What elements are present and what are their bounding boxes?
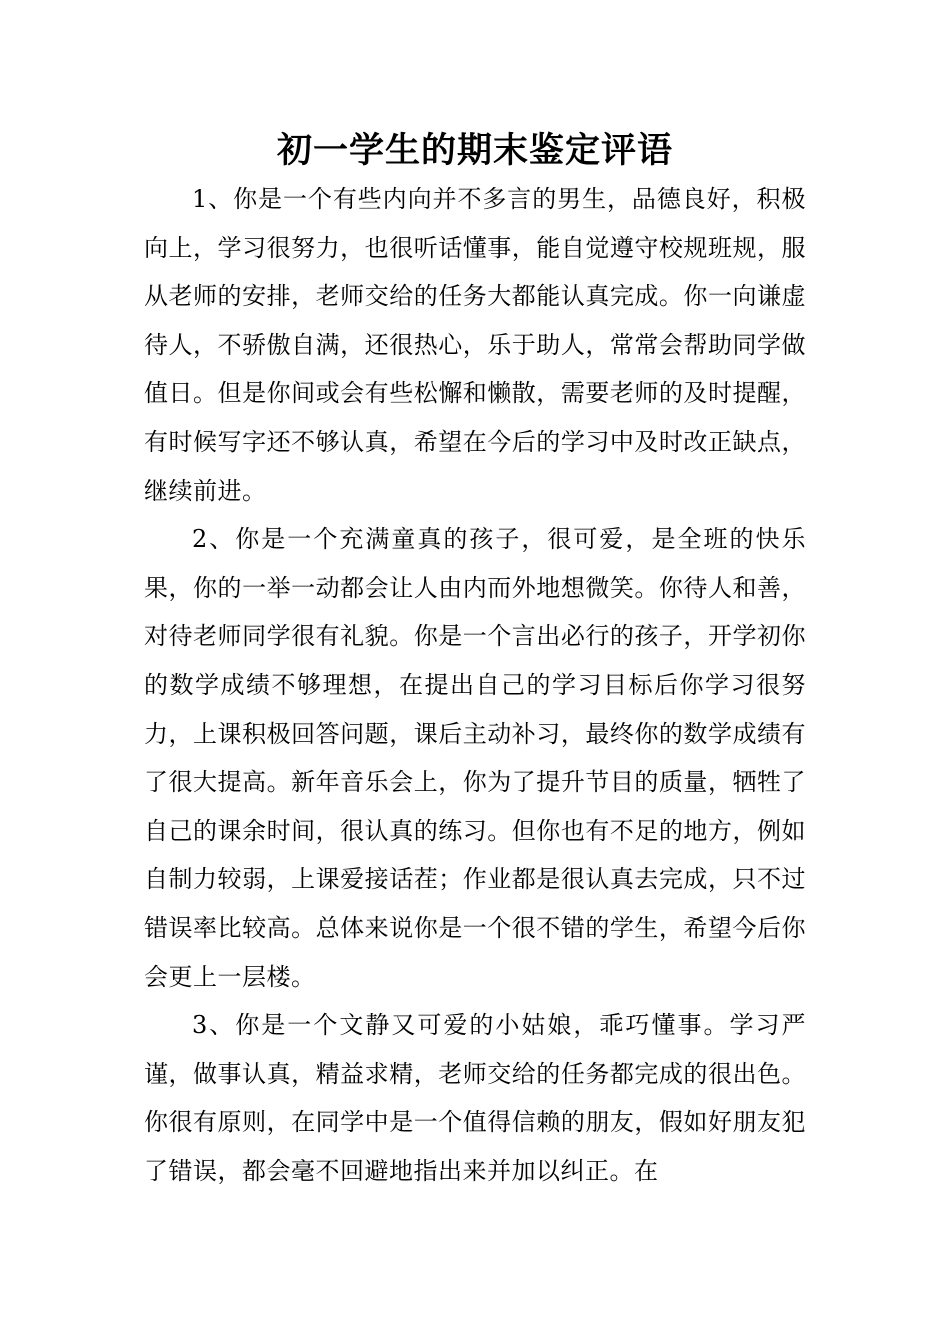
document-body — [144, 175, 806, 1195]
document-title: 初一学生的期末鉴定评语 — [276, 131, 673, 171]
paragraph-1: 1、你是一个有些内向并不多言的男生，品德良好，积极向上，学习很努力，也很听话懂事，能自觉遵守校规班规，服从老师的安排，老师交给的任务大都能认真完成。你一向谦虚待人，不骄傲自满，还很热心，乐于助人，常常会帮助同学做值日。但是你间或会有些松懈和懒散，需要老师的及时提醒，有时候写字还不够认真，希望在今后的学习中及时改正缺点，继续前进。 — [144, 185, 806, 505]
paragraph-2: 2、你是一个充满童真的孩子，很可爱，是全班的快乐果，你的一举一动都会让人由内而外地想微笑。你待人和善，对待老师同学很有礼貌。你是一个言出必行的孩子，开学初你的数学成绩不够理想，在提出自己的学习目标后你学习很努力，上课积极回答问题，课后主动补习，最终你的数学成绩有了很大提高。新年音乐会上，你为了提升节目的质量，牺牲了自己的课余时间，很认真的练习。但你也有不足的地方，例如自制力较弱，上课爱接话茬；作业都是很认真去完成，只不过错误率比较高。总体来说你是一个很不错的学生，希望今后你会更上一层楼。 — [144, 525, 806, 991]
paragraph-3: 3、你是一个文静又可爱的小姑娘，乖巧懂事。学习严谨，做事认真，精益求精，老师交给的任务都完成的很出色。你很有原则，在同学中是一个值得信赖的朋友，假如好朋友犯了错误，都会毫不回避地指出来并加以纠正。在 — [144, 1011, 806, 1185]
